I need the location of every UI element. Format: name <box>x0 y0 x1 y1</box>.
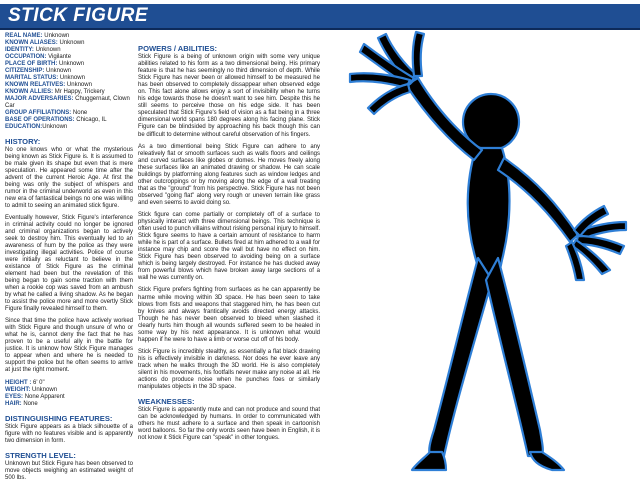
fact-key: KNOWN ALIASES: <box>5 40 58 46</box>
fact-value: Unknown <box>59 75 85 81</box>
fact-key: GROUP AFFILIATIONS: <box>5 110 72 116</box>
facts-list <box>5 33 133 131</box>
fact-row <box>5 96 133 110</box>
fact-value: Unknown <box>66 82 92 88</box>
middle-column <box>138 30 320 447</box>
fact-row <box>5 394 133 401</box>
fact-row <box>5 89 133 96</box>
fact-value: Vigilante <box>48 54 72 60</box>
fact-key: MARITAL STATUS: <box>5 75 59 81</box>
stick-figure-illustration <box>326 30 640 476</box>
fact-row <box>5 124 133 131</box>
left-column <box>5 33 133 487</box>
fact-key: EDUCATION: <box>5 124 43 130</box>
fact-value: None Apparent <box>24 394 65 400</box>
figure-right-foot <box>530 452 564 470</box>
fact-key: REAL NAME: <box>5 33 43 39</box>
fact-key: HEIGHT : <box>5 380 32 386</box>
history-paragraph: Since that time the police have actively worked with Stick Figure and though unsure of who or what he is, cannot deny the fact that he has proven to be a useful ally in the battle for justice. It is unknow how Stick Figure manages to appear when and where he is needed to support the police but he often seems to arrive at just the right moment. <box>5 318 133 373</box>
stick-figure-silhouette <box>326 30 640 476</box>
powers-paragraph: Stick figure can come partially or completely off of a surface to physically interact with three dimensional beings. This technique is often used to punch villains without risking personal injury to himself. Stick figure seems to have a certain amount of resistance to harm while he is part of a surface. Bullets fired at him adhered to a wall for instance may chip and score the wall but have no effect on him. Stick Figure has been observed to avoiding being on a surface which is being largely destroyed. For instance he has ducked away from powerful blows which have broken away large sections of a wall he was currently on. <box>138 211 320 282</box>
fact-row <box>5 40 133 47</box>
figure-right-leg <box>486 258 543 456</box>
fact-row <box>5 54 133 61</box>
fact-key: OCCUPATION: <box>5 54 47 60</box>
powers-paragraph: Stick Figure prefers fighting from surfaces as he can apparently be harme while moving within 3D space. He has been seen to take blows from fists and weapons that staggered him, he has been cut by knives and always frantically avoids directed energy attacks. Though he has never been observed to bleed when slashed it clearly hurts him though all wounds suffered seem to be healed in some way by his next appearance. It is unknown what would happen if he were to have a limb or worse cut off of his body. <box>138 287 320 343</box>
fact-value: None <box>72 110 88 116</box>
fact-key: PLACE OF BIRTH: <box>5 61 58 67</box>
fact-value: Unknown <box>44 33 70 39</box>
distinguishing-text: Stick Figure appears as a black silhouette of a figure with no features visible and is apparently two dimension in form. <box>5 424 133 444</box>
powers-heading: POWERS / ABILITIES: <box>138 44 218 53</box>
fact-key: EYES: <box>5 394 24 400</box>
strength-text: Unknown but Stick Figure has been observed to move objects weighing an estimated weight of 500 lbs. <box>5 461 133 481</box>
distinguishing-heading: DISTINGUISHING FEATURES: <box>5 414 113 423</box>
figure-left-foot <box>412 452 446 470</box>
fact-row <box>5 110 133 117</box>
figure-thumb <box>368 84 410 114</box>
fact-row <box>5 380 133 387</box>
powers-paragraph: As a two dimentional being Stick Figure can adhere to any releatively flat or smooth surfaces such as walls floors and ceilings and curved surfaces like globes or domes. He moves freely along these surfaces like an animated drawing or shadow. He can scale buildings by platforming along features such as window ledges and other outcroppings or by moving along the edge of a wall treating that as the "ground" from his perspective. Stick Figure has not been observed "going flat" along very rough or uneven terrain like grass and even seems to avoid doing so. <box>138 143 320 206</box>
fact-key: WEIGHT: <box>5 387 31 393</box>
fact-row <box>5 387 133 394</box>
fact-key: KNOWN RELATIVES: <box>5 82 66 88</box>
powers-paragraph: Stick Figure is incredibly stealthy, as essentially a flat black drawing his is effectively invisible in darkness. Nor does he ever leave any track when he walks through the 3D world. He is also completely silent in his movements, his footfalls never make any noise at all. He actions do produce noise when he punches foes or similarly manipulates objects in the 3D space. <box>138 348 320 391</box>
fact-value: Unknown <box>59 40 85 46</box>
figure-left-leg <box>429 258 492 456</box>
physical-list <box>5 380 133 408</box>
history-paragraph: No one knows who or what the mysterious being known as Stick Figure is. It is assumed to be male given its shape but even that is mere speculation. He appeared some time after the advent of the current Heroic Age. At first the being was only the subject of whispers and rumor in the criminal underworld as even in this new era of fantastical beings no one was willing to admit to seeing an animated stick figure. <box>5 147 133 209</box>
fact-row <box>5 75 133 82</box>
fact-row <box>5 33 133 40</box>
figure-finger <box>413 32 424 76</box>
fact-row <box>5 401 133 408</box>
fact-row <box>5 61 133 68</box>
weaknesses-heading: WEAKNESSES: <box>138 397 195 407</box>
fact-key: KNOWN ALLIES: <box>5 89 54 95</box>
fact-value: Unknown <box>42 124 68 130</box>
fact-row <box>5 47 133 54</box>
fact-key: IDENTITY: <box>5 47 34 53</box>
history-heading: HISTORY: <box>5 137 41 146</box>
fact-value: 6' 0" <box>33 380 45 386</box>
fact-row <box>5 117 133 124</box>
title-banner <box>0 4 640 30</box>
fact-value: Unknown <box>35 47 61 53</box>
history-paragraph: Eventually however, Stick Figure's interference in criminal activity could no longer be ignored and criminal organizations began to actively seek to destroy him. This eventually led to an awareness of hum by the police as they were investigating illegal activities. Police of course were initially as reluctant to believe in the existance of Stick Figure as the criminal element had been but the revelation of this being began to gain some traction with them when a rookie cop was saved from an ambush by what he called a living shadow. As he began to assist the police more and more overtly Stick Figure finally revealed himself to them. <box>5 215 133 312</box>
powers-paragraph: Stick Figure is a being of unknown origin with some very unique abilities related to his form as a two dimensional being. His primary feature is that he has seemingly no third dimension of depth. While Stick Figure has never been or allowed himself to be measured he has been observed to completely dissappear when observed edge on. This fact alone allows enjoy a sort of invisibility when he turns his edge towards those he doesn't want to see him. Despite this he still seems to perceive those on his edge side. It has been speculated that Stick Figure's field of vision as a flat being in a three dimensional world spans 180 degrees along his facing plane. Stick Figure can be blindsided by approaching his back though this can be difficult to determine without careful observation of his fingers. <box>138 54 320 138</box>
fact-key: HAIR: <box>5 401 22 407</box>
fact-key: BASE OF OPERATIONS: <box>5 117 75 123</box>
fact-value: Unknown <box>59 61 85 67</box>
strength-heading: STRENGTH LEVEL: <box>5 451 76 460</box>
fact-key: CITIZENSHIP: <box>5 68 45 74</box>
fact-value: Mr Happy, Trickery <box>54 89 105 95</box>
fact-value: Unknown <box>32 387 58 393</box>
fact-value: None <box>23 401 38 407</box>
fact-value: Chuggernaut, Clown Car <box>5 96 130 109</box>
fact-value: Unknown <box>46 68 72 74</box>
page-title: STICK FIGURE <box>8 5 149 26</box>
fact-row <box>5 82 133 89</box>
weaknesses-text: Stick Figure is apparently mute and can not produce and sound that can be acknowledged by humans. In order to communicated with others he must adhere to a surface and then speak in cartoonish word balloons. So far the only words seen have been in English, it is not know it Stick Figure can "speak" in other tongues. <box>138 407 320 442</box>
fact-row <box>5 68 133 75</box>
fact-key: MAJOR ADVERSARIES: <box>5 96 74 102</box>
fact-value: Chicago, IL <box>76 117 107 123</box>
